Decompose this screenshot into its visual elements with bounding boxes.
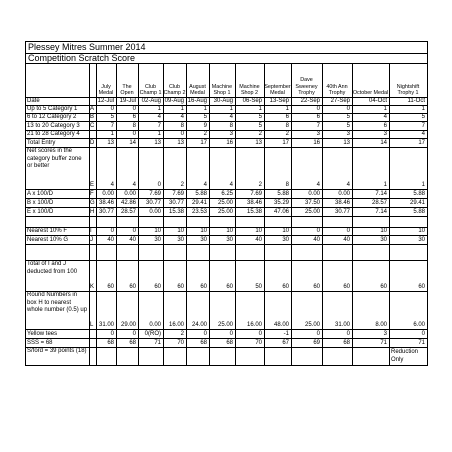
cell-value: 67: [282, 339, 289, 346]
cell-value: 4: [110, 181, 114, 188]
row-letter: J: [90, 236, 93, 243]
cell-value: 0: [132, 330, 136, 337]
cell-value: 31.00: [98, 321, 114, 328]
cell-value: 68: [343, 339, 350, 346]
cell-value: 2: [203, 130, 207, 137]
column-header: Nightshift Trophy 1: [396, 83, 420, 96]
cell-value: 9: [203, 122, 207, 129]
column-header: The Open: [120, 83, 134, 96]
row-label: Round Numbers in box H to nearest whole number (0.5) up: [27, 292, 88, 313]
cell-value: 5: [346, 122, 350, 129]
cell-value: 70: [177, 339, 184, 346]
row-label: Nearest 10% F: [27, 227, 68, 234]
cell-value: 71: [154, 339, 161, 346]
cell-value: 25.00: [217, 321, 233, 328]
cell-value: 5: [258, 122, 262, 129]
cell-value: 0: [346, 105, 350, 112]
cell-value: 8.00: [375, 321, 387, 328]
cell-value: 37.50: [304, 199, 320, 206]
row-letter: K: [90, 283, 95, 290]
cell-value: 13: [154, 139, 161, 146]
grid-col-line: [427, 41, 428, 366]
cell-value: 22-Sep: [300, 97, 320, 104]
cell-value: 0: [203, 330, 207, 337]
cell-value: 6: [316, 113, 320, 120]
cell-value: 13: [343, 139, 350, 146]
row-label: 6 to 12 Category 2: [27, 113, 77, 120]
cell-value: 14: [380, 139, 387, 146]
row-label: Total Entry: [27, 139, 56, 146]
cell-value: 19-Jul: [119, 97, 136, 104]
cell-value: 40: [313, 236, 320, 243]
cell-value: 5: [346, 113, 350, 120]
row-letter: G: [90, 199, 95, 206]
row-letter: H: [90, 208, 95, 215]
row-letter: D: [90, 139, 95, 146]
column-header: September Medal: [264, 83, 291, 96]
cell-value: 1: [421, 105, 425, 112]
cell-value: 70: [255, 339, 262, 346]
cell-value: 17: [282, 139, 289, 146]
cell-value: 13: [255, 139, 262, 146]
cell-value: 30: [154, 236, 161, 243]
column-header: 40th Ann Trophy: [326, 83, 348, 96]
cell-value: 0: [132, 130, 136, 137]
cell-value: 40: [129, 236, 136, 243]
row-label: E x 100/D: [27, 208, 54, 215]
cell-value: 10: [154, 227, 161, 234]
cell-value: 06-Sep: [242, 97, 262, 104]
cell-value: 3: [316, 130, 320, 137]
cell-value: 30: [226, 236, 233, 243]
cell-value: 0.00: [338, 190, 350, 197]
cell-value: 4: [132, 181, 136, 188]
cell-value: 2: [258, 181, 262, 188]
cell-value: 40: [343, 236, 350, 243]
cell-value: 60: [380, 283, 387, 290]
column-header: October Medal: [352, 89, 389, 96]
cell-value: 4: [229, 113, 233, 120]
cell-value: 30.77: [145, 199, 161, 206]
cell-value: 8: [180, 122, 184, 129]
row-label: Net scores in the category buffer zone or better: [27, 148, 82, 169]
cell-value: 16.00: [168, 321, 184, 328]
cell-value: 60: [418, 283, 425, 290]
cell-value: 68: [226, 339, 233, 346]
grid-row-line: [25, 244, 427, 245]
cell-value: 60: [343, 283, 350, 290]
cell-value: 60: [226, 283, 233, 290]
row-label: Yellow tees: [27, 330, 58, 337]
cell-value: 30: [177, 236, 184, 243]
cell-value: 0: [180, 130, 184, 137]
cell-value: 2: [180, 330, 184, 337]
cell-value: 60: [107, 283, 114, 290]
cell-value: 2: [285, 130, 289, 137]
row-letter: C: [90, 122, 95, 129]
cell-value: 8: [285, 181, 289, 188]
cell-value: 6: [383, 122, 387, 129]
cell-value: 0: [132, 105, 136, 112]
cell-value: 7.69: [149, 190, 161, 197]
row-label: Up to 5 Category 1: [27, 105, 78, 112]
cell-value: 1: [203, 105, 207, 112]
cell-value: 5.88: [195, 190, 207, 197]
cell-value: 30.77: [334, 208, 350, 215]
cell-value: 23.53: [191, 208, 207, 215]
cell-value: 4: [316, 181, 320, 188]
cell-value: 1: [157, 105, 161, 112]
cell-value: 16: [313, 139, 320, 146]
cell-value: 6: [285, 113, 289, 120]
row-letter: E: [90, 181, 95, 188]
cell-value: 30.77: [98, 208, 114, 215]
row-letter: F: [90, 190, 94, 197]
cell-value: 5.88: [277, 190, 289, 197]
cell-value: 50: [255, 283, 262, 290]
cell-value: 7: [110, 122, 114, 129]
cell-value: 5: [258, 113, 262, 120]
cell-value: 15.38: [246, 208, 262, 215]
cell-value: 09-Aug: [164, 97, 184, 104]
cell-value: 60: [129, 283, 136, 290]
grid-row-line: [25, 365, 427, 366]
cell-value: 1: [285, 105, 289, 112]
column-header: Machine Shop 2: [239, 83, 260, 96]
column-header: Club Champ 1: [139, 83, 162, 96]
cell-value: 4: [383, 113, 387, 120]
sheet-subtitle: Competition Scratch Score: [28, 53, 136, 63]
cell-value: 8: [285, 122, 289, 129]
cell-value: 25.00: [217, 199, 233, 206]
column-header: August Medal: [189, 83, 206, 96]
cell-value: 30: [282, 236, 289, 243]
cell-value: 6.00: [413, 321, 425, 328]
cell-value: 0: [132, 227, 136, 234]
cell-value: 4: [203, 181, 207, 188]
cell-value: 1: [383, 181, 387, 188]
row-letter: B: [90, 113, 95, 120]
cell-value: 3: [383, 330, 387, 337]
cell-value: 0: [346, 330, 350, 337]
row-label: 13 to 20 Category 3: [27, 122, 80, 129]
cell-value: 15.38: [168, 208, 184, 215]
cell-value: 4: [157, 113, 161, 120]
cell-value: 10: [255, 227, 262, 234]
cell-value: 8: [132, 122, 136, 129]
cell-value: 0: [421, 330, 425, 337]
cell-value: 30.77: [168, 199, 184, 206]
column-header: July Medal: [98, 83, 114, 96]
cell-value: 60: [154, 283, 161, 290]
cell-value: 16: [226, 139, 233, 146]
cell-value: 17: [418, 139, 425, 146]
cell-value: 0.00: [124, 190, 136, 197]
cell-value: 0: [110, 330, 114, 337]
cell-value: 0: [316, 330, 320, 337]
row-letter: I: [90, 227, 92, 234]
cell-value: 48.00: [273, 321, 289, 328]
cell-value: 5.88: [413, 208, 425, 215]
cell-value: 60: [282, 283, 289, 290]
cell-value: 10: [380, 227, 387, 234]
cell-value: 3: [229, 130, 233, 137]
cell-value: 6: [132, 113, 136, 120]
cell-value: 71: [418, 339, 425, 346]
row-label: Date: [27, 97, 40, 104]
cell-value: 3: [346, 130, 350, 137]
cell-value: 0: [346, 227, 350, 234]
cell-value: 1: [157, 130, 161, 137]
cell-value: 40: [107, 236, 114, 243]
cell-value: 13: [107, 139, 114, 146]
cell-value: 1: [383, 105, 387, 112]
cell-value: 10: [200, 227, 207, 234]
cell-value: 1: [258, 105, 262, 112]
cell-value: 31.00: [334, 321, 350, 328]
cell-value: 1: [180, 105, 184, 112]
cell-value: 25.00: [304, 321, 320, 328]
cell-value: 38.46: [98, 199, 114, 206]
cell-value: -1: [283, 330, 289, 337]
cell-value: 0.00: [102, 190, 114, 197]
cell-value: 0: [316, 227, 320, 234]
cell-value: 6.25: [221, 190, 233, 197]
cell-value: 71: [380, 339, 387, 346]
cell-value: 04-Oct: [368, 97, 387, 104]
cell-value: 02-Aug: [141, 97, 161, 104]
cell-value: 0: [316, 105, 320, 112]
cell-value: 60: [177, 283, 184, 290]
cell-value: 29.41: [191, 199, 207, 206]
cell-value: 7: [316, 122, 320, 129]
cell-value: 0.00: [308, 190, 320, 197]
cell-value: 40: [255, 236, 262, 243]
cell-value: 5: [203, 113, 207, 120]
row-label: B x 100/D: [27, 199, 54, 206]
cell-value: 42.86: [120, 199, 136, 206]
cell-value: 38.46: [246, 199, 262, 206]
cell-value: 0(RO): [144, 330, 161, 337]
cell-value: 16-Aug: [187, 97, 207, 104]
cell-value: 35.29: [273, 199, 289, 206]
cell-value: 1: [421, 181, 425, 188]
cell-value: 11-Oct: [407, 97, 425, 104]
row-letter: A: [90, 105, 95, 112]
cell-value: Reduction Only: [391, 349, 419, 363]
cell-value: 10: [177, 227, 184, 234]
cell-value: 3: [383, 130, 387, 137]
cell-value: 24.00: [191, 321, 207, 328]
cell-value: 27-Sep: [330, 97, 350, 104]
cell-value: 38.46: [334, 199, 350, 206]
cell-value: 7: [421, 122, 425, 129]
cell-value: 2: [180, 181, 184, 188]
cell-value: 47.06: [273, 208, 289, 215]
cell-value: 60: [200, 283, 207, 290]
cell-value: 29.00: [120, 321, 136, 328]
row-letter: L: [90, 321, 94, 328]
cell-value: 13: [177, 139, 184, 146]
cell-value: 0: [229, 330, 233, 337]
cell-value: 14: [129, 139, 136, 146]
cell-value: 0: [110, 105, 114, 112]
column-header: Machine Shop 1: [211, 83, 233, 96]
row-label: SSS = 68: [27, 339, 53, 346]
cell-value: 4: [229, 181, 233, 188]
cell-value: 30-Aug: [213, 97, 233, 104]
cell-value: 12-Jul: [97, 97, 114, 104]
cell-value: 10: [226, 227, 233, 234]
cell-value: 1: [110, 130, 114, 137]
cell-value: 25.00: [304, 208, 320, 215]
cell-value: 5: [421, 113, 425, 120]
cell-value: 5.88: [413, 190, 425, 197]
row-label: Nearest 10% G: [27, 236, 69, 243]
row-label: S/ford = 39 points (18): [27, 348, 87, 354]
cell-value: 69: [313, 339, 320, 346]
row-label: 21 to 28 Category 4: [27, 130, 80, 137]
cell-value: 29.41: [409, 199, 425, 206]
cell-value: 1: [229, 105, 233, 112]
cell-value: 7: [157, 122, 161, 129]
cell-value: 7.14: [375, 190, 387, 197]
cell-value: 0: [258, 330, 262, 337]
grid-row-line: [25, 63, 427, 64]
cell-value: 68: [129, 339, 136, 346]
cell-value: 7.69: [172, 190, 184, 197]
grid-row-line: [25, 216, 427, 217]
cell-value: 4: [180, 113, 184, 120]
cell-value: 17: [200, 139, 207, 146]
cell-value: 4: [421, 130, 425, 137]
cell-value: 28.57: [120, 208, 136, 215]
cell-value: 16.00: [246, 321, 262, 328]
cell-value: 7.14: [375, 208, 387, 215]
cell-value: 0: [157, 181, 161, 188]
cell-value: 7.69: [250, 190, 262, 197]
cell-value: 2: [258, 130, 262, 137]
cell-value: 8: [229, 122, 233, 129]
cell-value: 0.00: [149, 208, 161, 215]
cell-value: 25.00: [217, 208, 233, 215]
column-header: Club Champ 2: [163, 83, 186, 96]
cell-value: 68: [200, 339, 207, 346]
cell-value: 68: [107, 339, 114, 346]
sheet-title: Plessey Mitres Summer 2014: [28, 42, 146, 52]
column-header: Dave Sweeney Trophy: [295, 77, 318, 96]
cell-value: 28.57: [371, 199, 387, 206]
cell-value: 30: [380, 236, 387, 243]
cell-value: 0.00: [149, 321, 161, 328]
cell-value: 30: [200, 236, 207, 243]
cell-value: 60: [313, 283, 320, 290]
cell-value: 30: [418, 236, 425, 243]
cell-value: 5: [110, 113, 114, 120]
grid-col-line: [25, 41, 26, 365]
row-label: A x 100/D: [27, 190, 54, 197]
cell-value: 0: [110, 227, 114, 234]
cell-value: 4: [346, 181, 350, 188]
cell-value: 13-Sep: [269, 97, 289, 104]
row-label: Total of I and J deducted from 100: [27, 261, 78, 275]
cell-value: 10: [282, 227, 289, 234]
cell-value: 10: [418, 227, 425, 234]
